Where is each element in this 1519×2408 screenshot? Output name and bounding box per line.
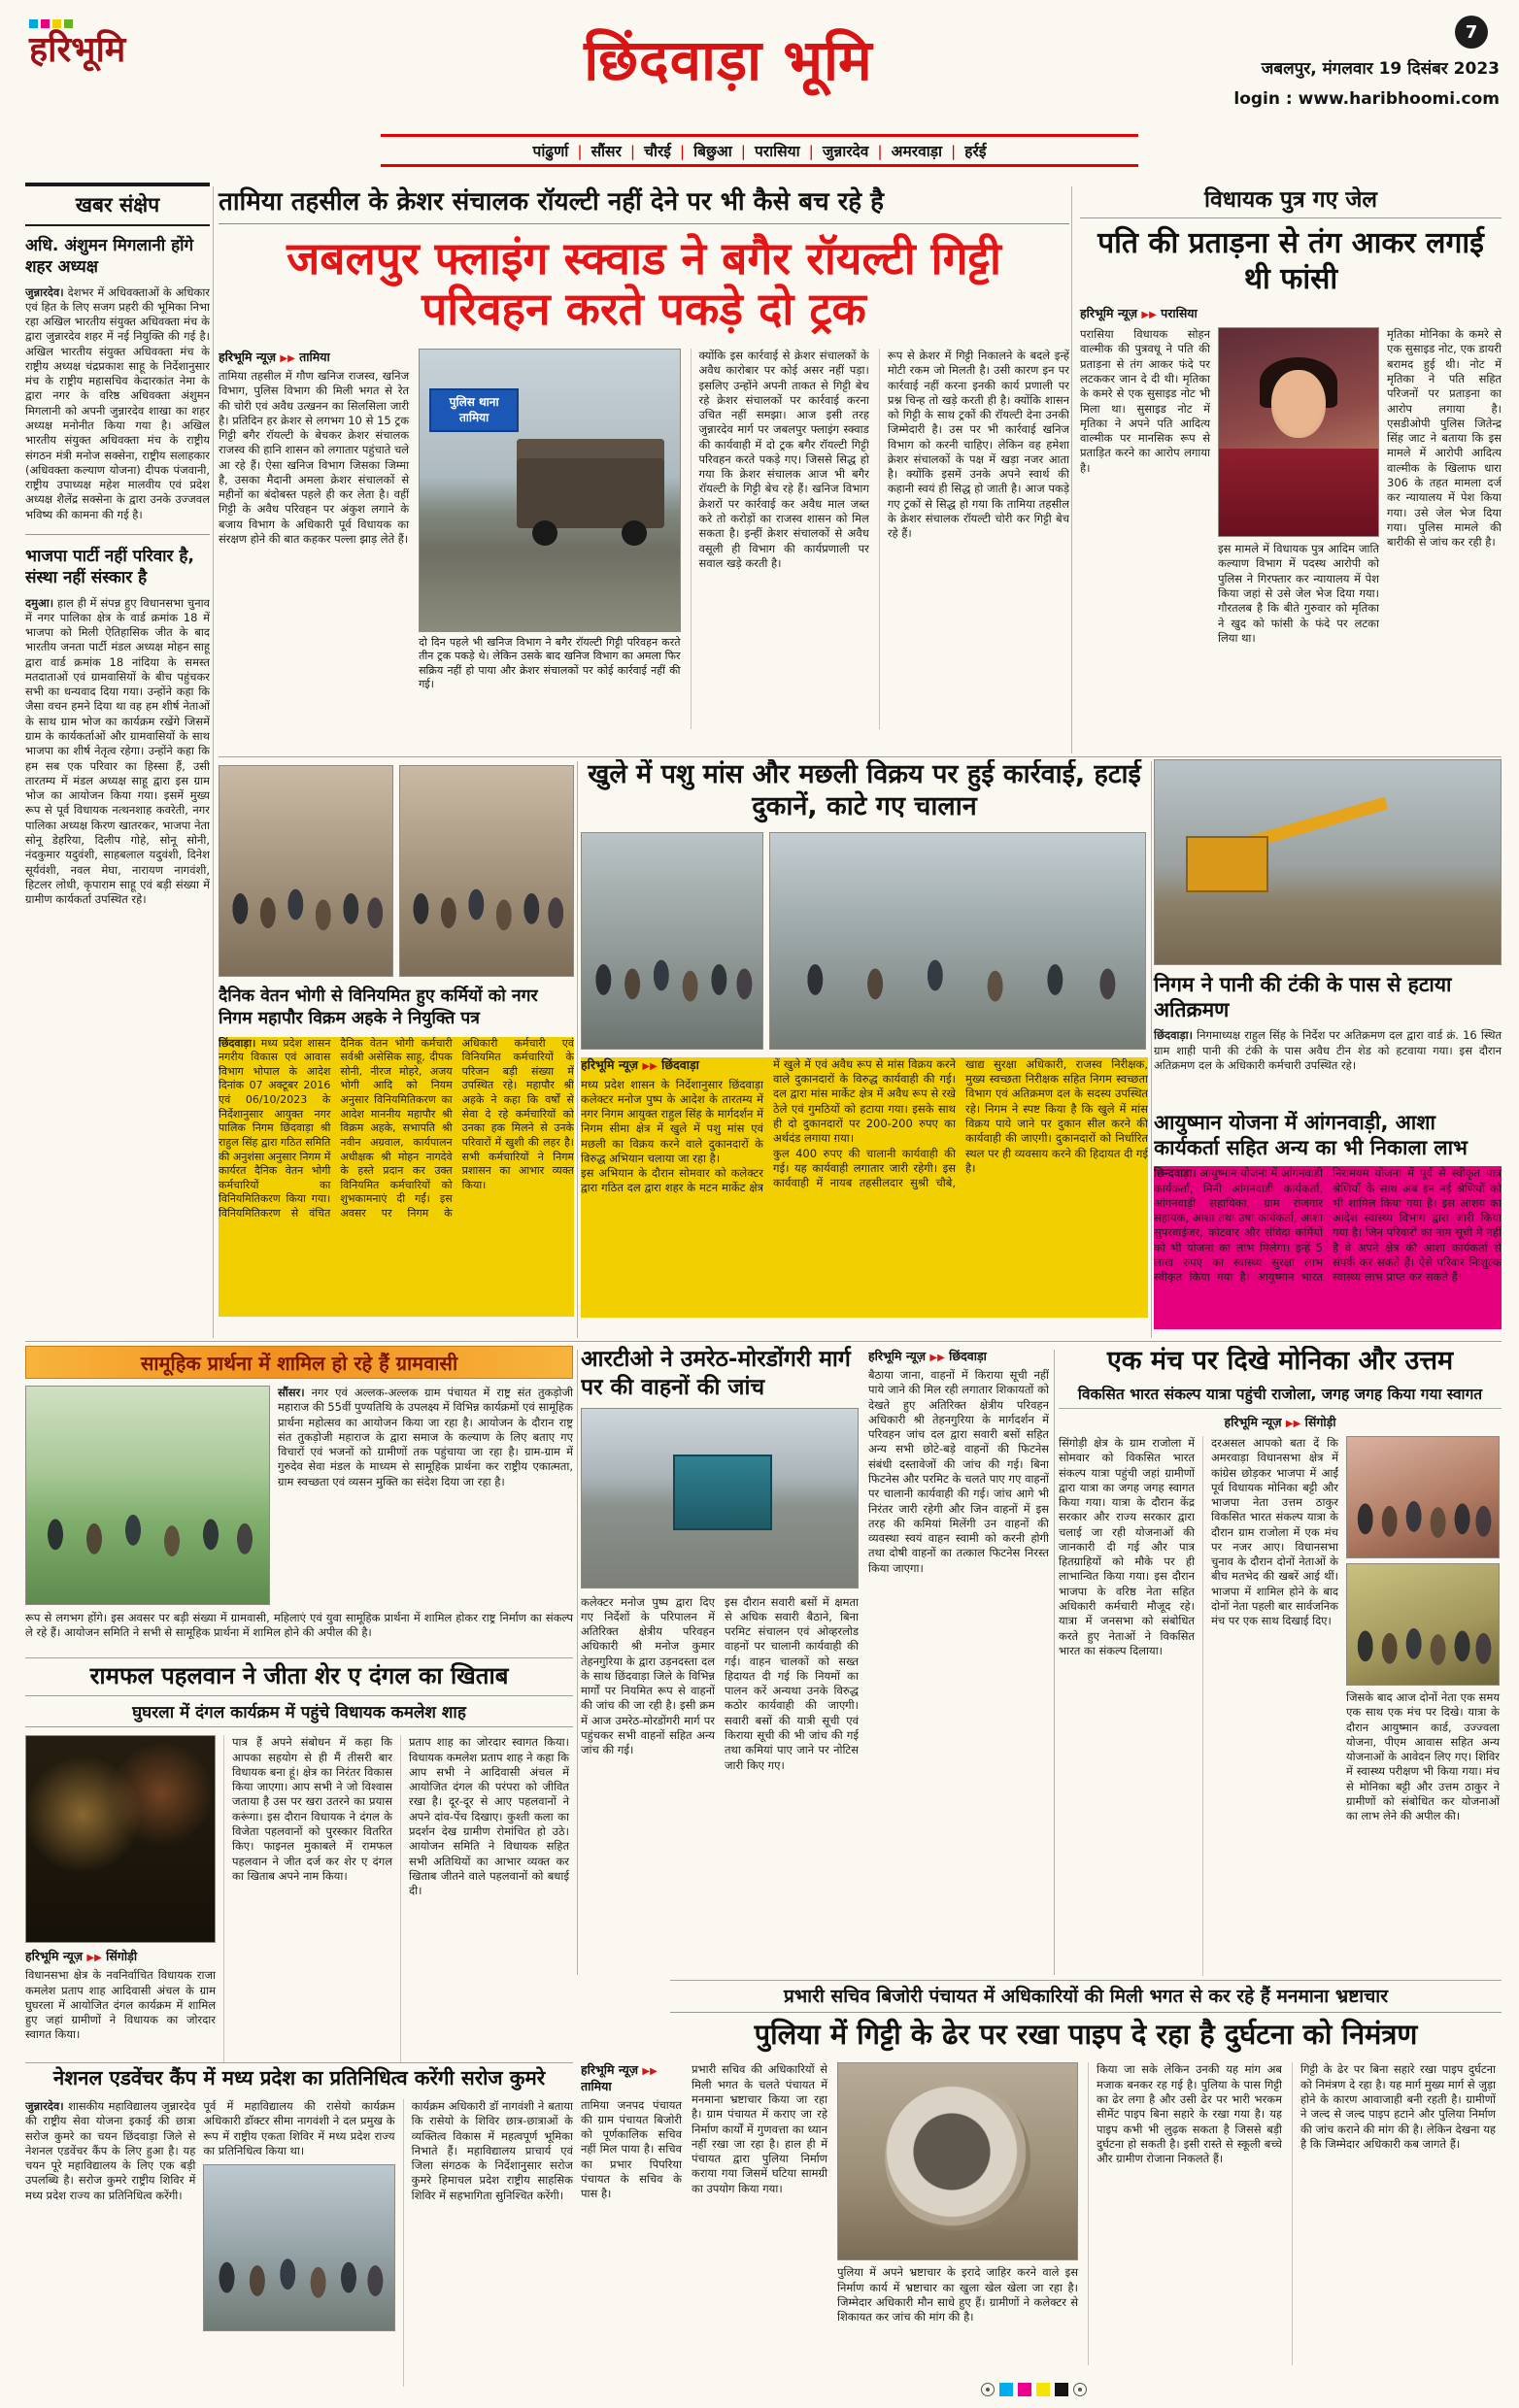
- byline-arrow-icon: ▶▶: [280, 352, 295, 364]
- byline-arrow-icon: ▶▶: [86, 1953, 102, 1964]
- dateline: सौंसर।: [278, 1386, 305, 1399]
- byline-arrow-icon: ▶▶: [642, 1060, 658, 1072]
- divider: [25, 1657, 573, 1658]
- article-text: पुलिया में अपने भ्रष्टाचार के इरादे जाहिर करने वाले इस निर्माण कार्य में भ्रष्टाचार का खुला खेल खेला जा रहा है। जिम्मेदार अधिकारी मौन साधे हुए हैं। ग्रामीणों ने कलेक्टर से शिकायत कर जांच की मांग की है।: [837, 2265, 1078, 2324]
- article-column: [219, 349, 409, 729]
- briefs-section-title: खबर संक्षेप: [25, 183, 210, 226]
- photo-row: [219, 765, 574, 977]
- article-column: [1292, 2062, 1496, 2365]
- photo-street-action-team: [769, 832, 1146, 1050]
- nav-item-amarwara[interactable]: | अमरवाड़ा: [868, 140, 942, 161]
- article-column: [691, 349, 869, 729]
- article-banner-headline: सामूहिक प्रार्थना में शामिल हो रहे हैं ग्रामवासी: [25, 1346, 573, 1379]
- article-body: [25, 1735, 573, 2062]
- byline: [1080, 305, 1502, 321]
- news-label: हरिभूमि न्यूज़: [868, 1349, 927, 1363]
- photo-stage-welcome-2: [1346, 1563, 1500, 1686]
- article-text: मध्य प्रदेश शासन नगरीय विकास एवं आवास विभाग भोपाल के आदेश दिनांक 07 अक्टूबर 2016 एवं 06/10/2023 के निर्देशानुसार आयुक्त नगर पालिक निगम छिंदवाड़ा श्री राहुल सिंह द्वारा गठित समिति की अनुशंसा अनुसार निगम में कार्यरत दैनिक वेतन भोगी कर्मचारियों का विनियमितिकरण किया गया। विनियमितिकरण से वंचित दैनिक वेतन भोगी कर्मचारी सर्वश्री असेसिक साहू, दीपक सोनी, नीरज मोहरे, अजय भोगी आदि को नियम अनुसार विनियमितिकरण का आदेश माननीय महापौर श्री विक्रम अहके, सभापति श्री नवीन अग्रवाल, कार्यपालन अधीक्षक श्री मोहन नागदेवे के हस्ते प्रदान कर उक्त विनियमित कर्मचारियों को शुभकामनाएं दी गईं। इस अवसर पर निगम के अधिकारी कर्मचारी एवं विनियमित कर्मचारियों के परिजन बड़ी संख्या में उपस्थित रहे। महापौर श्री अहके ने कहा कि वर्षों से सेवा दे रहे कर्मचारियों को उनका हक मिलने से उनके परिवारों में खुशी की लहर है। सभी कर्मचारियों ने निगम प्रशासन का आभार व्यक्त किया।: [219, 1036, 574, 1220]
- byline-location: छिंदवाड़ा: [661, 1056, 699, 1072]
- article-body: [1080, 327, 1502, 741]
- pipe-ring-shape: [885, 2085, 1030, 2230]
- article-text: मृतिका मोनिका के कमरे से एक सुसाइड नोट, एक डायरी बरामद हुई थी। नोट में मृतिका ने पति सहित परिजनों पर प्रताड़ना का आरोप लगाया है। एसडीओपी पुलिस जितेन्द्र सिंह जाट ने बताया कि इस मामले में आरोपी आदित्य वाल्मीक के खिलाफ धारा 306 के तहत मामला दर्ज कर न्यायालय में पेश किया गया। उसे जेल भेज दिया गया। पुलिस मामले की बारीकी से जांच कर रही है।: [1387, 327, 1502, 550]
- byline-location: सिंगोड़ी: [106, 1949, 138, 1964]
- article-headline: आरटीओ ने उमरेठ-मोरडोंगरी मार्ग पर की वाहनों की जांच: [581, 1347, 851, 1400]
- byline: [581, 1057, 763, 1074]
- logo-text: हरिभूमि: [29, 30, 126, 70]
- photo-caption: दो दिन पहले भी खनिज विभाग ने बगैर रॉयल्टी गिट्टी परिवहन करते तीन ट्रक पकड़े थे। लेकिन उसके बाद खनिज विभाग का अमला फिर सक्रिय नहीं हो पाया और क्रेशर संचालकों पर कोई कार्रवाई नहीं की गई।: [419, 635, 681, 690]
- article-headline: एक मंच पर दिखे मोनिका और उत्तम: [1106, 1346, 1454, 1376]
- article-text: कुल 400 रुपए की चालानी कार्यवाही की गई। यह कार्यवाही लगातार जारी रहेगी। इस कार्यवाही में नायब तहसीलदार सुश्री चौबे, खाद्य सुरक्षा अधिकारी, राजस्व निरीक्षक, मुख्य स्वच्छता निरीक्षक सहित निगम स्वच्छता विभाग एवं अतिक्रमण दल के सदस्य उपस्थित रहे। निगम ने स्पष्ट किया है कि खुले में मांस विक्रय पाये जाने पर दुकान सील करने की कार्यवाही की जाएगी। दुकानदारों को निर्धारित स्थल पर ही व्यवसाय करने की हिदायत दी गई है।: [773, 1056, 1148, 1190]
- column-rule: [1151, 761, 1152, 1338]
- byline-arrow-icon: ▶▶: [642, 2066, 658, 2078]
- print-registration-marks: [981, 2383, 1087, 2396]
- byline: [868, 1348, 1049, 1364]
- byline-location: तामिया: [299, 349, 330, 364]
- nav-item-bichhua[interactable]: | बिछुआ: [671, 140, 732, 161]
- divider: [670, 1980, 1502, 1981]
- portrait-dress-shape: [1219, 449, 1378, 536]
- article-body: [581, 1057, 1148, 1318]
- truck-wheel-shape: [532, 520, 557, 546]
- article-column: [581, 1346, 859, 1976]
- divider: [219, 756, 1502, 757]
- article-column: [879, 349, 1069, 729]
- article-body: [581, 2062, 1502, 2365]
- article-text: रूप से क्रेशर में गिट्टी निकालने के बदले इन्हें मोटी रकम जो मिलती है। उसी कारण इन पर कार्रवाई नहीं करना इनकी कार्य प्रणाली पर प्रश्न चिन्ह तो खड़े करती ही है। क्योंकि शासन को गिट्टी के साथ ट्रकों की रॉयल्टी देना उनकी जिम्मेदारी है। उस पर भी कार्रवाई खनिज विभाग को करनी चाहिए। लेकिन वह हमेशा क्रेशर संचालकों के पक्ष में खड़ा नजर आता है। क्योंकि इसमें उनके अपने स्वार्थ की कहानी स्वयं ही सिद्ध हो जाती है। आज पकड़े गए ट्रकों से सिद्ध हो गया कि तामिया तहसील के क्रेशर संचालक रॉयल्टी चोरी कर गिट्टी बेच रहे हैं।: [887, 348, 1069, 541]
- photo-mayor-handing-letters-2: [399, 765, 574, 977]
- article-headline: पुलिया में गिट्टी के ढेर पर रखा पाइप दे रहा है दुर्घटना को निमंत्रण: [754, 2018, 1418, 2051]
- article-body: [1059, 1436, 1502, 1976]
- appointment-letters-article: [219, 765, 574, 1340]
- dateline: छिन्दवाड़ा।: [1154, 1166, 1197, 1181]
- nav-item-pandhurna[interactable]: पांढुर्णा: [532, 143, 569, 160]
- encroachment-removal-article: [1154, 759, 1502, 1073]
- jcb-cab-shape: [1186, 836, 1268, 893]
- nav-item-parasia[interactable]: | परासिया: [732, 140, 800, 161]
- dateline: छिंदवाड़ा।: [219, 1036, 256, 1050]
- article-text: तामिया तहसील में गौण खनिज राजस्व, खनिज विभाग, पुलिस विभाग की मिली भगत से रेत की चोरी एवं अवैध उत्खनन का सिलसिला जारी है। प्रतिदिन हर क्रेशर से लगभग 10 से 15 ट्रक गिट्टी बगैर रॉयल्टी के बेचकर क्रेशर संचालक राजस्व की हानि शासन को लगातार पहुंचाते चले आ रहे हैं। ऐसा खनिज विभाग जिसका जिम्मा है, उसका मैदानी अमला क्रेशर संचालकों से महीनों का बंदोबस्त पहले ही कर लेता है। वहीं गिट्टी के अवैध परिवहन पर अंकुश लगाने के बजाय विभाग के अधिकारी पूर्व विधायक का संरक्षण होने की बात कहकर पल्ला झाड़ लेते हैं।: [219, 368, 410, 547]
- column-rule: [577, 761, 578, 1338]
- article-text: विधानसभा क्षेत्र के नवनिर्वाचित विधायक राजा कमलेश प्रताप शाह आदिवासी अंचल के ग्राम घुघरला में आयोजित दंगल कार्यक्रम में शामिल हुए जहां ग्रामीणों ने विधायक का जोरदार स्वागत किया।: [25, 1968, 216, 2042]
- byline: [1059, 1414, 1502, 1430]
- mla-son-jail-article: [1080, 183, 1502, 741]
- yellow-print-mark-icon: [1036, 2383, 1050, 2396]
- article-text: इस मामले में विधायक पुत्र आदिम जाति कल्याण विभाग में पदस्थ आरोपी को पुलिस ने गिरफ्तार कर न्यायालय में पेश किया जहां से उसे जेल भेज दिया गया। गौरतलब है कि बीते गुरुवार को मृतिका ने खुद को फांसी के फंदे पर लटका लिया था।: [1218, 542, 1379, 645]
- nav-item-sausar[interactable]: | सौंसर: [568, 140, 622, 161]
- adventure-camp-article: [25, 2066, 573, 2391]
- article-body: [25, 2099, 573, 2387]
- divider: [25, 1341, 1502, 1342]
- byline-location: छिंदवाड़ा: [949, 1349, 987, 1363]
- lead-body: [219, 349, 1069, 729]
- black-print-mark-icon: [1055, 2383, 1068, 2396]
- article-header: [670, 1983, 1502, 2052]
- registration-circle-icon: [1073, 2383, 1087, 2396]
- culvert-pipe-hazard-article: [581, 1983, 1502, 2391]
- byline: [219, 349, 409, 365]
- nav-item-chaurai[interactable]: | चौरई: [622, 140, 671, 161]
- article-column: [1202, 1436, 1338, 1976]
- article-text: गिट्टी के ढेर पर बिना सहारे रखा पाइप दुर्घटना को निमंत्रण दे रहा है। यह मार्ग मुख्य मार्ग से जुड़ा होने के कारण आवाजाही बनी रहती है। ग्रामीणों ने जल्द से जल्द पाइप हटाने और पुलिया निर्माण की जांच कराने की मांग की है। लेकिन देखना यह है कि जिम्मेदार अधिकारी कब जागते हैं।: [1300, 2062, 1496, 2151]
- rto-vehicle-check-article: [581, 1346, 1049, 1977]
- magenta-print-mark-icon: [1018, 2383, 1031, 2396]
- news-label: हरिभूमि न्यूज़: [581, 2062, 639, 2078]
- brief-headline: अधि. अंशुमन मिगलानी होंगे शहर अध्यक्ष: [25, 236, 194, 277]
- dateline: जुन्नारदेव।: [25, 2099, 64, 2113]
- article-column: [1059, 1436, 1195, 1976]
- dateline: जुन्नारदेव।: [25, 284, 64, 299]
- news-label: हरिभूमि न्यूज़: [25, 1949, 84, 1964]
- lead-article: [219, 183, 1069, 729]
- login-url[interactable]: login : www.haribhoomi.com: [1233, 89, 1500, 109]
- registration-circle-icon: [981, 2383, 995, 2396]
- ayushman-yojana-article: [1154, 1111, 1502, 1340]
- haribhoomi-logo: [29, 14, 125, 69]
- dateline: दमुआ।: [25, 595, 54, 610]
- article-body: [1154, 1028, 1502, 1073]
- article-text: इस दौरान सवारी बसों में क्षमता से अधिक सवारी बैठाने, बिना परमिट संचालन एवं ओव्हरलोड वाहनों पर चालानी कार्यवाही की गई। वाहन चालकों को सख्त हिदायत दी गई कि नियमों का पालन करें अन्यथा उनके विरुद्ध कठोर कार्यवाही की जाएगी। सवारी बसों की यात्री सूची एवं किराया सूची की भी जांच की गई तथा कमियां पाए जाने पर नोटिस जारी किए गए।: [725, 1594, 859, 1772]
- photo-truck-police-station: [419, 349, 680, 632]
- article-kicker: प्रभारी सचिव बिजोरी पंचायत में अधिकारियों की मिली भगत से कर रहे हैं मनमाना भ्रष्टाचार: [670, 1983, 1502, 2013]
- article-text: इस अभियान के दौरान सोमवार को कलेक्टर द्वारा गठित दल द्वारा शहर के मटन मार्केट क्षेत्र में खुले में एवं अवैध रूप से मांस विक्रय करने वाले दुकानदारों के विरुद्ध कार्यवाही की गई। दल द्वारा मांस मार्केट क्षेत्र में अवैध रूप से रखे ठेले एवं गुमठियों को हटाया गया। इसके साथ ही दो दुकानदारों पर 200-200 रुपए का अर्थदंड लगाया ग़या।: [581, 1056, 956, 1195]
- article-column: [25, 1735, 216, 2062]
- article-column: [203, 2099, 394, 2387]
- news-briefs-column: [25, 183, 210, 1338]
- news-label: हरिभूमि न्यूज़: [219, 349, 277, 364]
- edition-title: छिंदवाड़ा भूमि: [584, 27, 873, 93]
- article-headline: निगम ने पानी की टंकी के पास से हटाया अतिक्रमण: [1154, 973, 1452, 1021]
- article-column: [278, 1386, 573, 1605]
- photo-market-inspection: [581, 832, 763, 1050]
- truck-shape: [517, 439, 664, 528]
- article-text: नगर एवं अल्लक-अल्लक ग्राम पंचायत में राष्ट्र संत तुकड़ोजी महाराज की 55वीं पुण्यतिथि के उपलक्ष्य में विभिन्न कार्यक्रमों एवं सामूहिक प्रार्थना महोत्सव का आयोजन किया जा रहा है। आयोजन के दौरान राष्ट्र संत तुकड़ोजी महाराज के द्वारा समाज के कल्याण के लिए बताए गए विचारों एवं भजनों को ग्रामीणों तक पहुंचाया जा रहा है। ग्राम-ग्राम में गुरुदेव सेवा मंडल के माध्यम से सामूहिक प्रार्थना कर राष्ट्रीय एकात्मता, ग्राम स्वच्छता एवं व्यसन मुक्ति का संदेश दिया जा रहा है।: [278, 1386, 574, 1488]
- photo-college-group: [203, 2164, 394, 2331]
- article-headline: आयुष्मान योजना में आंगनवाड़ी, आशा कार्यकर्ता सहित अन्य का भी निकाला लाभ: [1154, 1111, 1468, 1159]
- column-rule: [1054, 1350, 1055, 1975]
- article-text: निगमाध्यक्ष राहुल सिंह के निर्देश पर अतिक्रमण दल द्वारा वार्ड क्रं. 16 स्थित ग्राम शाही पानी की टंकी के पास अवैध टीन शेड को हटवाया गया। इस दौरान अतिक्रमण दल के अधिकारी कर्मचारी उपस्थित रहे।: [1154, 1028, 1502, 1072]
- article-column: [1387, 327, 1502, 741]
- lead-kicker: तामिया तहसील के क्रेशर संचालक रॉयल्टी नहीं देने पर भी कैसे बच रहे है: [219, 183, 1069, 224]
- article-text: कार्यक्रम अधिकारी डॉ नागवंशी ने बताया कि रासेयो के शिविर छात्र-छात्राओं के व्यक्तित्व विकास में महत्वपूर्ण भूमिका निभाते हैं। महाविद्यालय प्राचार्य एवं जिला संगठक के निर्देशानुसार सरोज कुमरे हिमाचल प्रदेश राष्ट्रीय साहसिक शिविर में सहभागिता सुनिश्चित करेंगी।: [411, 2099, 573, 2202]
- byline: [25, 1948, 216, 1964]
- truck-shape: [673, 1455, 772, 1529]
- nav-item-junnardeo[interactable]: | जुन्नारदेव: [800, 140, 869, 161]
- byline-location: सिंगोड़ी: [1304, 1414, 1336, 1429]
- masthead-dateline: जबलपुर, मंगलवार 19 दिसंबर 2023: [1261, 59, 1500, 79]
- divider: [25, 2062, 573, 2063]
- article-column: [1088, 2062, 1282, 2365]
- article-text: रूप से लगभग होंगे। इस अवसर पर बड़ी संख्या में ग्रामवासी, महिलाएं एवं युवा सामूहिक प्रार्थना में शामिल होकर राष्ट्र निर्माण का संकल्प ले रहे हैं। आयोजन समिति ने सभी से सामूहिक प्रार्थना में शामिल होने की अपील की है।: [25, 1611, 573, 1640]
- byline-arrow-icon: ▶▶: [929, 1353, 945, 1363]
- page-number-badge: 7: [1455, 16, 1488, 49]
- brief-body: देशभर में अधिवक्ताओं के अधिकार एवं हित के लिए सजग प्रहरी की भूमिका निभा रहा अखिल भारतीय संयुक्त अधिवक्ता मंच के द्वारा जुन्नारदेव शहर में नई नियुक्ति की गई है। अखिल भारतीय संयुक्त अधिवक्ता मंच के राष्ट्रीय अध्यक्ष चंद्रप्रकाश साहू के निर्देशानुसार मंच के राष्ट्रीय महासचिव केदारकांत नेमा के द्वारा नगर के वरिष्ठ अधिवक्ता अंशुमन मिगलानी को अपनी जुन्नारदेव शाखा का शहर अध्यक्ष मनोनीत किया गया है। अखिल भारतीय संयुक्त अधिवक्ता मंच के राष्ट्रीय संगठन मंत्री मनोज सक्सेना, राष्ट्रीय सलाहकार (अधिवक्ता कल्याण योजना) दीपक पंजवानी, राष्ट्रीय उपाध्यक्ष महेश मालवीय एवं प्रदेश अध्यक्ष शैलेंद्र सक्सेना के द्वारा उनके उज्जवल भविष्य की कामना की गई है।: [25, 284, 210, 521]
- article-column: [1080, 327, 1210, 741]
- article-column: [403, 2099, 573, 2387]
- column-rule: [577, 1350, 578, 1975]
- article-column: [692, 2062, 827, 2365]
- truck-wheel-shape: [622, 520, 647, 546]
- photo-night-dangal-stage: [25, 1735, 216, 1943]
- article-column: [868, 1348, 1049, 1975]
- portrait-face-shape: [1271, 370, 1326, 438]
- byline: [581, 2062, 682, 2093]
- article-body: [1154, 1166, 1502, 1329]
- article-body: [219, 1037, 574, 1317]
- column-rule: [213, 186, 214, 1338]
- article-text: शासकीय महाविद्यालय जुन्नारदेव की राष्ट्रीय सेवा योजना इकाई की छात्रा सरोज कुमरे का चयन छिंदवाड़ा जिले से नेशनल एडवेंचर कैंप के लिए हुआ है। यह चयन पूरे महाविद्यालय के लिए एक बड़ी उपलब्धि है। सरोज कुमरे राष्ट्रीय शिविर में मध्य प्रदेश राज्य का प्रतिनिधित्व करेंगी।: [25, 2099, 196, 2202]
- article-text: किया जा सके लेकिन उनकी यह मांग अब मजाक बनकर रह गई है। पुलिया के पास गिट्टी का ढेर लगा है और उसी ढेर पर भारी भरकम सीमेंट पाइप बिना सहारे के रखा गया है। यह पाइप कभी भी लुढ़क सकता है जिससे बड़ी दुर्घटना हो सकती है। इसी रास्ते से स्कूली बच्चे और ग्रामीण रोजाना निकलते हैं।: [1097, 2062, 1282, 2166]
- photo-deceased-woman: [1218, 327, 1379, 537]
- news-label: हरिभूमि न्यूज़: [1080, 306, 1138, 321]
- article-text: मध्य प्रदेश शासन के निर्देशानुसार छिंदवाड़ा कलेक्टर मनोज पुष्प के आदेश के तारतम्य में नगर निगम आयुक्त राहुल सिंह के मार्गदर्शन में निगम सीमा क्षेत्र में खुले में पशु मांस एवं मछली का विक्रय करने वाले दुकानदारों के विरुद्ध अभियान चलाया जा रहा है।: [581, 1077, 763, 1165]
- news-label: हरिभूमि न्यूज़: [581, 1056, 639, 1072]
- photo-stage-welcome-1: [1346, 1436, 1500, 1558]
- divider: [25, 534, 210, 535]
- byline-arrow-icon: ▶▶: [1141, 310, 1157, 321]
- byline-location: तामिया: [581, 2078, 612, 2093]
- article-kicker: विधायक पुत्र गए जेल: [1080, 183, 1502, 218]
- lead-headline: जबलपुर फ्लाइंग स्क्वाड ने बगैर रॉयल्टी गिट्टी परिवहन करते पकड़े दो ट्रक: [287, 232, 1001, 335]
- nav-item-harrai[interactable]: | हर्रई: [942, 140, 986, 161]
- news-label: हरिभूमि न्यूज़: [1224, 1414, 1282, 1429]
- photo-jcb-demolition: [1154, 759, 1502, 965]
- article-column: [581, 2062, 682, 2365]
- article-body: [25, 1386, 573, 1605]
- byline-location: परासिया: [1161, 306, 1198, 321]
- cyan-print-mark-icon: [999, 2383, 1013, 2396]
- article-headline: नेशनल एडवेंचर कैंप में मध्य प्रदेश का प्रतिनिधित्व करेंगी सरोज कुमरे: [52, 2066, 546, 2090]
- article-column: [25, 2099, 195, 2387]
- sankalp-yatra-article: [1059, 1346, 1502, 1977]
- photo-row: [581, 832, 1148, 1050]
- photo-cement-pipe-on-gravel: [837, 2062, 1078, 2260]
- article-kicker: घुघरला में दंगल कार्यक्रम में पहुंचे विधायक कमलेश शाह: [25, 1696, 573, 1727]
- article-headline: खुले में पशु मांस और मछली विक्रय पर हुई कार्रवाई, हटाई दुकानें, काटे गए चालान: [588, 759, 1141, 821]
- article-headline: पति की प्रताड़ना से तंग आकर लगाई थी फांसी: [1097, 226, 1484, 296]
- brief-headline: भाजपा पार्टी नहीं परिवार है, संस्था नहीं संस्कार है: [25, 547, 194, 587]
- brief-article: [25, 236, 210, 522]
- article-text: परासिया विधायक सोहन वाल्मीक की पुत्रवधू ने पति की प्रताड़ना से तंग आकर फंदे पर लटककर जान दे दी थी। मृतिका के कमरे से एक सुसाइड नोट भी मिला था। सुसाइड नोट में मृतिका ने अपने पति आदित्य वाल्मीक पर मानसिक रूप से प्रताड़ित करने का आरोप लगाया है।: [1080, 327, 1210, 475]
- photo-mayor-handing-letters-1: [219, 765, 393, 977]
- brief-article: [25, 547, 210, 907]
- police-station-sign: पुलिस थाना तामिया: [429, 388, 519, 432]
- article-column: [837, 2062, 1078, 2365]
- article-column: [400, 1735, 569, 2062]
- article-column: [223, 1735, 392, 2062]
- brief-body: हाल ही में संपन्न हुए विधानसभा चुनाव में नगर पालिका क्षेत्र के वार्ड क्रमांक 18 में भाजपा को मिली ऐतिहासिक जीत के बाद भारतीय जनता पार्टी मंडल अध्यक्ष मोहन साहू द्वारा वार्ड क्रमांक 18 नांदिया के समस्त मतदाताओं एवं ग्रामवासियों के बीच पहुंचकर सभी का धन्यवाद दिया गया। उन्होंने कहा कि जैसा वचन हमने दिया था वह हम शीर्ष नेताओं के साथ ग्राम भोज का कार्यक्रम रखेंगे जिसमें ग्राम के कार्यकर्ताओं और ग्रामवासियों के साथ भाजपा का शीर्ष नेतृत्व रहेगा। उन्होंने कहा कि हम सब एक परिवार का हिस्सा हैं, उसी तारतम्य में मंडल अध्यक्ष साहू द्वारा इस ग्राम भोज का आयोजन किया गया। इसमें मुख्य रूप से पूर्व विधायक नत्थनशाह कवरेती, नगर पालिका अध्यक्ष किरण खातरकर, भाजपा नेता सोनू डेहरिया, दिलीप गोहे, सोनू सोनी, नंदकुमार यदुवंशी, साहबलाल यदुवंशी, दिनेश सूर्यवंशी, नवल मेघा, नारायण नागवंशी, हिटलर लोधी, कृपाराम साहू एवं बड़ी संख्या में ग्रामीण कार्यकर्ता उपस्थित रहे।: [25, 595, 210, 907]
- article-headline: रामफल पहलवान ने जीता शेर ए दंगल का खिताब: [25, 1662, 573, 1696]
- article-text: प्रताप शाह का जोरदार स्वागत किया। विधायक कमलेश प्रताप शाह ने कहा कि आप सभी ने आदिवासी अंचल में आयोजित दंगल की परंपरा को जीवित रखा है। दूर-दूर से आए पहलवानों ने अपने दांव-पेंच दिखाए। कुश्ती कला का प्रदर्शन देख ग्रामीण रोमांचित हो उठे। आयोजन समिति ने विधायक सहित सभी अतिथियों का आभार व्यक्त कर खिताब जीतने वाले पहलवानों को बधाई दी।: [409, 1735, 569, 1898]
- photo-highway-vehicle-check: [581, 1408, 859, 1589]
- article-body: [581, 1595, 859, 1976]
- article-kicker: विकसित भारत संकल्प यात्रा पहुंची राजोला, जगह जगह किया गया स्वागत: [1059, 1383, 1502, 1409]
- article-text: आयुष्मान योजना में आंगनवाड़ी कार्यकर्ता, मिनी आंगनवाड़ी कार्यकर्ता, आंगनवाड़ी सहायिका, ग्राम रोजगार सहायक, आशा तथा उषा कार्यकर्ता, आशा सुपरवाईजर, कोटवार और संविदा कर्मियों को भी योजना का लाभ मिलेगा। इन्हें 5 लाख रुपए का स्वास्थ्य सुरक्षा लाभ स्वीकृत किया गया है। आयुष्मान भारत निरामयम योजना में पूर्व से स्वीकृत पात्र श्रेणियों के साथ अब इन नई श्रेणियों को भी शामिल किया गया है। इस आशय का आदेश स्वास्थ्य विभाग द्वारा जारी किया गया है। जिन परिवारों का नाम सूची में नहीं है वे अपने क्षेत्र की आशा कार्यकर्ता से संपर्क कर सकते हैं। ऐसे परिवार निःशुल्क स्वास्थ्य लाभ प्राप्त कर सकते हैं।: [1154, 1166, 1502, 1285]
- article-text: पात्र हैं अपने संबोधन में कहा कि आपका सहयोग से ही मैं तीसरी बार विधायक बना हूं। क्षेत्र का निरंतर विकास किया जाएगा। आप सभी ने जो विश्वास जताया है उस पर खरा उतरने का प्रयास करूंगा। इस दौरान विधायक ने दंगल के विजेता पहलवानों को पुरस्कार वितरित किए। फाइनल मुकाबले में रामफल पहलवान ने जीत दर्ज कर शेर ए दंगल का खिताब अपने नाम किया।: [232, 1735, 392, 1883]
- sections-nav: [381, 134, 1138, 167]
- meat-market-action-article: [581, 759, 1148, 1340]
- group-prayer-article: [25, 1346, 573, 1641]
- byline-arrow-icon: ▶▶: [1285, 1418, 1301, 1429]
- article-column: [1218, 327, 1379, 741]
- column-rule: [1071, 186, 1072, 753]
- article-text: प्रभारी सचिव की अधिकारियों से मिली भगत के चलते पंचायत में मनमाना भ्रष्टाचार किया जा रहा है। ग्राम पंचायत में कराए जा रहे निर्माण कार्यों में गुणवत्ता का ध्यान नहीं रखा जा रहा है। हाल ही में पंचायत द्वारा पुलिया निर्माण कराया गया जिसमें घटिया सामग्री का उपयोग किया गया।: [692, 2062, 827, 2195]
- article-column: [1346, 1436, 1500, 1976]
- article-text: दरअसल आपको बता दें कि अमरवाड़ा विधानसभा क्षेत्र में कांग्रेस छोड़कर भाजपा में आईं पूर्व विधायक मोनिका बट्टी और भाजपा नेता उत्तम ठाकुर विकसित भारत संकल्प यात्रा के दौरान ग्राम राजोला में एक मंच पर नजर आए। विधानसभा चुनाव के दौरान दोनों नेताओं के बीच मतभेद की खबरें आई थीं। भाजपा में शामिल होने के बाद दोनों नेता पहली बार सार्वजनिक मंच पर एक साथ दिखाई दिए।: [1211, 1435, 1338, 1628]
- article-headline: दैनिक वेतन भोगी से विनियमित हुए कर्मियों को नगर निगम महापौर विक्रम अहके ने नियुक्ति पत्र: [219, 987, 538, 1028]
- dateline: छिंदवाड़ा।: [1154, 1028, 1194, 1043]
- article-text: तामिया जनपद पंचायत की ग्राम पंचायत बिजोरी को पूर्णकालिक सचिव नहीं मिल पाया है। सचिव का प्रभार पिपरिया पंचायत के सचिव के पास है।: [581, 2097, 682, 2201]
- article-text: कलेक्टर मनोज पुष्प द्वारा दिए गए निर्देशों के परिपालन में अतिरिक्त क्षेत्रीय परिवहन अधिकारी श्री मनोज कुमार तेहनगुरिया के द्वारा उड़नदस्ता दल के साथ छिंदवाड़ा जिले के विभिन्न मार्गों पर नियमित रूप से वाहनों की जांच की जा रही है। इसी क्रम में आज उमरेठ-मोरडोंगरी मार्ग पर पहुंचकर सभी वाहनों सहित अन्य जांच की गई।: [581, 1594, 715, 1757]
- photo-village-prayer-gathering: [25, 1386, 270, 1605]
- article-text: पूर्व में महाविद्यालय की रासेयो कार्यक्रम अधिकारी डॉक्टर सीमा नागवंशी ने दल प्रमुख के रूप में राष्ट्रीय एकता शिविर में मध्य प्रदेश राज्य का प्रतिनिधित्व किया था।: [203, 2099, 395, 2157]
- wrestling-title-article: [25, 1662, 573, 2062]
- article-column: [419, 349, 680, 729]
- article-text: जिसके बाद आज दोनों नेता एक समय एक साथ एक मंच पर दिखे। यात्रा के दौरान आयुष्मान कार्ड, उज्ज्वला योजना, पीएम आवास सहित अन्य योजनाओं के आवेदन लिए गए। शिविर में स्वास्थ्य परीक्षण भी किया गया। मंच से मोनिका बट्टी और उत्तम ठाकुर ने ग्रामीणों को संबोधित कर योजनाओं का लाभ लेने की अपील की।: [1346, 1689, 1500, 1823]
- article-text: सिंगोड़ी क्षेत्र के ग्राम राजोला में सोमवार को विकसित भारत संकल्प यात्रा पहुंची जहां ग्रामीणों द्वारा यात्रा का जगह जगह स्वागत किया गया। यात्रा के दौरान केंद्र सरकार और राज्य सरकार द्वारा चलाई जा रही योजनाओं की जानकारी दी गई और पात्र हितग्राहियों को मौके पर ही लाभान्वित किया गया। इस दौरान भाजपा के वरिष्ठ नेता सहित अधिकारी कर्मचारी मौजूद रहे। यात्रा में जनसभा को संबोधित करते हुए नेताओं ने विकसित भारत का संकल्प दिलाया।: [1059, 1435, 1195, 1657]
- article-text: क्योंकि इस कार्रवाई से क्रेशर संचालकों के अवैध कारोबार पर कोई असर नहीं पड़ा। इसलिए उन्होंने अपनी ताकत से गिट्टी बेच रहे क्रेशर संचालकों पर कार्रवाई करना उचित नहीं समझा। आज इसी तरह जुन्नारदेव मार्ग पर जबलपुर फ्लाइंग स्क्वाड की कार्यवाही में दो ट्रक बगैर रॉयल्टी गिट्टी परिवहन करते पकड़े गए। जिससे सिद्ध हो गया कि क्रेशर संचालक आज भी बगैर रॉयल्टी के गिट्टी बेच रहे हैं। खनिज विभाग क्रेशरों पर कार्रवाई कर अवैध माल जब्त करे तो करोड़ों का राजस्व शासन को मिल सकता है। इन्हीं क्रेशर संचालकों से अवैध वसूली ही विभाग की कार्यप्रणाली पर सवाल खड़े करती है।: [698, 348, 869, 570]
- article-text: बैठाया जाना, वाहनों में किराया सूची नहीं पाये जाने की मिल रही लगातार शिकायतों को देखते हुए अतिरिक्त क्षेत्रीय परिवहन अधिकारी श्री तेहनगुरिया के मार्गदर्शन में परिवहन जांच दल द्वारा सवारी बसों सहित अन्य सभी छोटे-बड़े वाहनों की फिटनेस संबंधी दस्तावेजों की जांच की गई। बिना फिटनेस और परमिट के चलते पाए गए वाहनों पर चालानी कार्यवाही की गई। जांच आगे भी निरंतर जारी रहेगी और जिन वाहनों में इस तरह की कमियां मिलेंगी उन वाहनों की व्यवस्था स्वयं वाहन स्वामी को करनी होगी तथा दोषी वाहनों का तत्काल फिटनेस निरस्त किया जाएगा।: [868, 1368, 1049, 1575]
